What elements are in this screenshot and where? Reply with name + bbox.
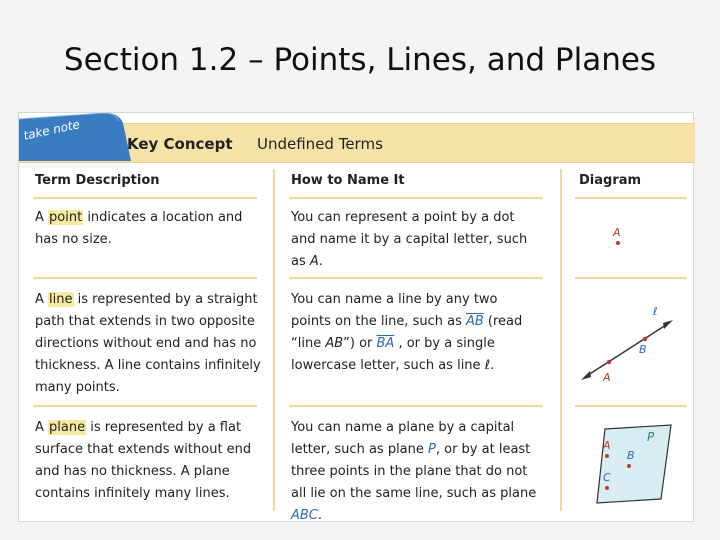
- plane-p-name: P: [428, 442, 436, 457]
- plane-naming-description: [291, 417, 541, 527]
- line-diagram: [577, 301, 687, 393]
- plane-label-p: P: [647, 430, 655, 444]
- line-point-a: [607, 360, 611, 364]
- term-plane-highlight: plane: [49, 420, 86, 435]
- plane-parallelogram: [597, 425, 671, 503]
- header-underline-3: [575, 197, 687, 199]
- header-term-description: Term Description: [35, 173, 160, 188]
- term-text: A: [35, 420, 49, 435]
- plane-label-b: B: [627, 449, 635, 462]
- line-ab-text: AB: [325, 336, 344, 351]
- line-label-a: A: [603, 371, 611, 384]
- term-text: A: [35, 210, 49, 225]
- take-note-label: take note: [22, 117, 82, 143]
- row-separator: [33, 277, 257, 279]
- naming-text: .: [490, 358, 495, 373]
- header-diagram: Diagram: [579, 173, 642, 188]
- row-separator: [289, 405, 543, 407]
- naming-text: (read “line: [291, 314, 523, 351]
- undefined-terms-label: Undefined Terms: [257, 135, 383, 153]
- naming-text: , or by at least three points in the plane that do not all lie on the same line, such as plane: [291, 442, 537, 501]
- header-underline-2: [289, 197, 543, 199]
- header-underline-1: [33, 197, 257, 199]
- column-divider-2: [560, 169, 562, 511]
- line-label-b: B: [639, 343, 647, 356]
- term-text: indicates a location and has no size.: [35, 210, 243, 247]
- column-divider-1: [273, 169, 275, 511]
- naming-text: .: [318, 254, 323, 269]
- plane-abc-name: ABC: [291, 508, 318, 523]
- row-separator: [289, 277, 543, 279]
- plane-term-description: [35, 417, 261, 505]
- line-arrowhead-right: [663, 320, 673, 329]
- line-ab-notation: $\overline{AB}$: [465, 314, 484, 329]
- slide-title: Section 1.2 – Points, Lines, and Planes: [63, 42, 657, 78]
- row-separator: [575, 277, 687, 279]
- take-note-tab: [19, 113, 131, 161]
- key-concept-label: Key Concept: [127, 135, 233, 153]
- term-text: is represented by a flat surface that extends without end and has no thickness. A plane contains infinitely many lines.: [35, 420, 252, 501]
- plane-label-a: A: [603, 439, 611, 452]
- line-term-description: [35, 289, 261, 399]
- header-how-to-name: How to Name It: [291, 173, 405, 188]
- line-label-ell: ℓ: [653, 305, 658, 318]
- plane-diagram: [591, 421, 687, 507]
- plane-point-c: [605, 486, 609, 490]
- line-path: [585, 323, 669, 377]
- line-ell-symbol: ℓ: [484, 358, 491, 373]
- term-text: A: [35, 292, 49, 307]
- plane-point-b: [627, 464, 631, 468]
- point-term-description: [35, 207, 261, 251]
- naming-text: , or by a single lowercase letter, such as line: [291, 336, 495, 373]
- line-point-b: [643, 337, 647, 341]
- naming-text: You can represent a point by a dot and name it by a capital letter, such as: [291, 210, 528, 269]
- point-naming-description: [291, 207, 539, 273]
- row-separator: [575, 405, 687, 407]
- naming-text: ”) or: [343, 336, 377, 351]
- term-point-highlight: point: [49, 210, 83, 225]
- term-line-highlight: line: [49, 292, 73, 307]
- line-naming-description: [291, 289, 541, 377]
- naming-text: .: [317, 508, 323, 523]
- term-text: is represented by a straight path that extends in two opposite directions without end and has no thickness. A line contains infinitely many points.: [35, 292, 261, 395]
- key-concept-panel: [18, 112, 694, 522]
- plane-label-c: C: [603, 471, 611, 484]
- point-variable: A: [309, 254, 319, 269]
- point-label-a: A: [613, 226, 621, 239]
- naming-text: You can name a line by any two points on the line, such as: [291, 292, 498, 329]
- naming-text: You can name a plane by a capital letter, such as plane: [291, 420, 515, 457]
- line-ba-notation: $\overline{BA}$: [376, 336, 395, 351]
- point-diagram: [605, 217, 645, 257]
- point-dot: [616, 241, 620, 245]
- row-separator: [33, 405, 257, 407]
- line-arrowhead-left: [581, 371, 591, 380]
- plane-point-a: [605, 454, 609, 458]
